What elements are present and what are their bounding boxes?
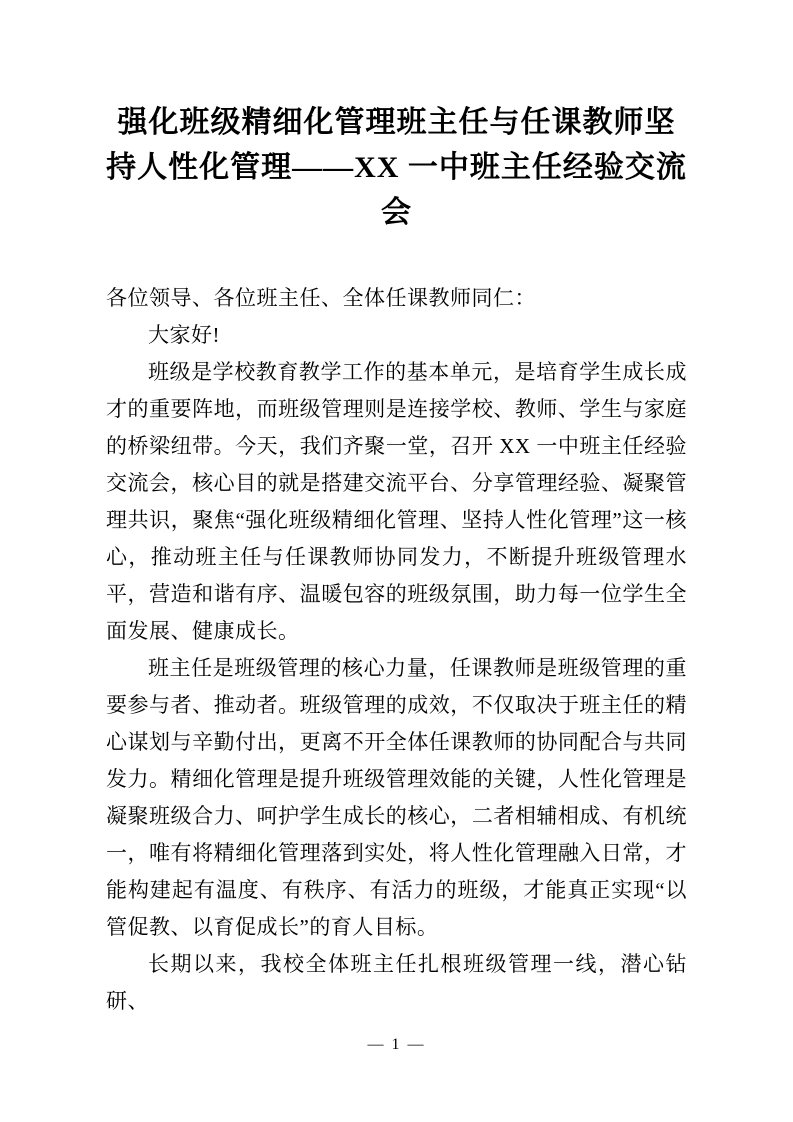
paragraph-body-3: 长期以来，我校全体班主任扎根班级管理一线，潜心钻研、 [106, 952, 687, 1013]
document-title: 强化班级精细化管理班主任与任课教师坚持人性化管理——XX 一中班主任经验交流会 [106, 106, 687, 229]
document-body [106, 280, 687, 1020]
paragraph-greeting: 大家好! [148, 323, 220, 347]
page-number: — 1 — [367, 1036, 426, 1053]
paragraph-body-1: 班级是学校教育教学工作的基本单元，是培育学生成长成才的重要阵地，而班级管理则是连接学校、教师、学生与家庭的桥梁纽带。今天，我们齐聚一堂，召开 XX 一中班主任经验交流会，核心目的就是搭建交流平台、分享管理经验、凝聚管理共识，聚焦“强化班级精细化管理、坚持人性化管理”这一核心，推动班主任与任课教师协同发力，不断提升班级管理水平，营造和谐有序、温暖包容的班级氛围，助力每一位学生全面发展、健康成长。 [106, 360, 687, 643]
paragraph-salutation: 各位领导、各位班主任、全体任课教师同仁： [106, 286, 536, 310]
paragraph-body-2: 班主任是班级管理的核心力量，任课教师是班级管理的重要参与者、推动者。班级管理的成效，不仅取决于班主任的精心谋划与辛勤付出，更离不开全体任课教师的协同配合与共同发力。精细化管理是提升班级管理效能的关键，人性化管理是凝聚班级合力、呵护学生成长的核心，二者相辅相成、有机统一，唯有将精细化管理落到实处，将人性化管理融入日常，才能构建起有温度、有秩序、有活力的班级，才能真正实现“以管促教、以育促成长”的育人目标。 [106, 656, 687, 939]
